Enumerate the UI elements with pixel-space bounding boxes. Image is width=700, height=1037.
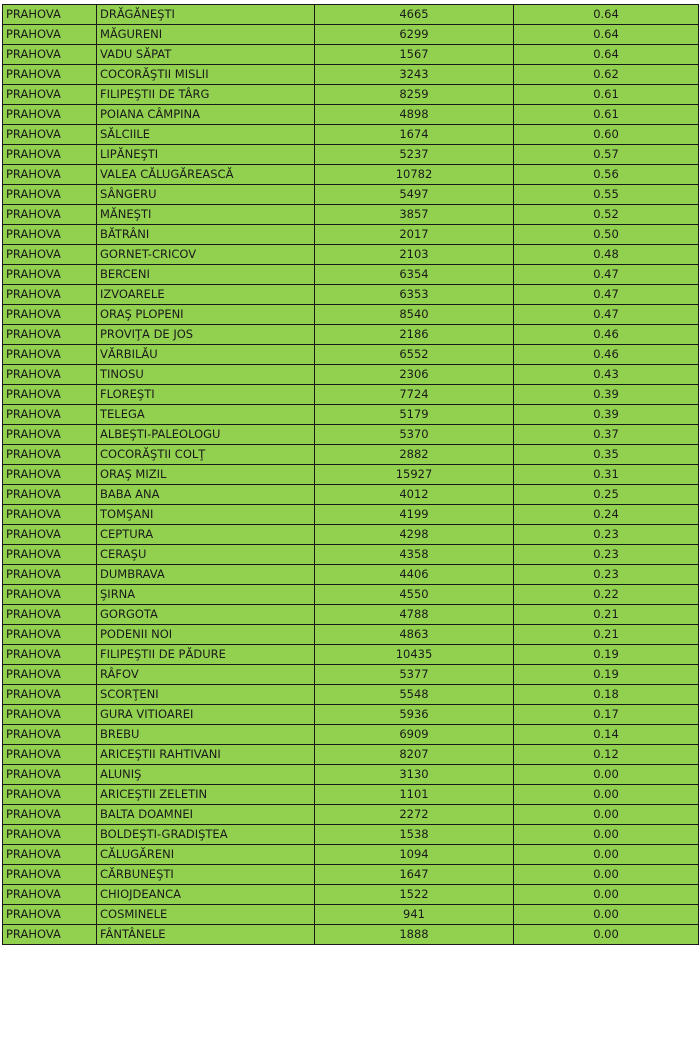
county-cell[interactable]: PRAHOVA [3, 165, 97, 185]
county-cell[interactable]: PRAHOVA [3, 365, 97, 385]
locality-cell[interactable]: DRĂGĂNEŞTI [97, 5, 315, 25]
table-row [3, 5, 699, 25]
table-row [3, 465, 699, 485]
table-row [3, 505, 699, 525]
population-cell[interactable]: 1538 [315, 825, 514, 845]
ratio-cell[interactable]: 0.19 [514, 645, 699, 665]
population-cell[interactable]: 1522 [315, 885, 514, 905]
population-cell[interactable]: 5936 [315, 705, 514, 725]
population-cell[interactable]: 941 [315, 905, 514, 925]
table-row [3, 245, 699, 265]
population-cell[interactable]: 4358 [315, 545, 514, 565]
table-row [3, 525, 699, 545]
locality-cell[interactable]: CHIOJDEANCA [97, 885, 315, 905]
ratio-cell[interactable]: 0.21 [514, 625, 699, 645]
ratio-cell[interactable]: 0.43 [514, 365, 699, 385]
ratio-cell[interactable]: 0.39 [514, 385, 699, 405]
table-row [3, 785, 699, 805]
table-row [3, 605, 699, 625]
locality-cell[interactable]: ORAŞ PLOPENI [97, 305, 315, 325]
population-cell[interactable]: 2306 [315, 365, 514, 385]
table-row [3, 305, 699, 325]
ratio-cell[interactable]: 0.00 [514, 885, 699, 905]
county-cell[interactable]: PRAHOVA [3, 745, 97, 765]
population-cell[interactable]: 1567 [315, 45, 514, 65]
county-cell[interactable]: PRAHOVA [3, 225, 97, 245]
population-cell[interactable]: 2882 [315, 445, 514, 465]
county-cell[interactable]: PRAHOVA [3, 345, 97, 365]
ratio-cell[interactable]: 0.23 [514, 525, 699, 545]
county-cell[interactable]: PRAHOVA [3, 85, 97, 105]
locality-cell[interactable]: TINOSU [97, 365, 315, 385]
table-row [3, 905, 699, 925]
table-row [3, 865, 699, 885]
population-cell[interactable]: 3243 [315, 65, 514, 85]
ratio-cell[interactable]: 0.00 [514, 905, 699, 925]
population-cell[interactable]: 5377 [315, 665, 514, 685]
locality-cell[interactable]: SÂNGERU [97, 185, 315, 205]
county-cell[interactable]: PRAHOVA [3, 285, 97, 305]
ratio-cell[interactable]: 0.55 [514, 185, 699, 205]
county-cell[interactable]: PRAHOVA [3, 5, 97, 25]
locality-cell[interactable]: FILIPEŞTII DE PĂDURE [97, 645, 315, 665]
table-row [3, 765, 699, 785]
county-cell[interactable]: PRAHOVA [3, 65, 97, 85]
ratio-cell[interactable]: 0.00 [514, 865, 699, 885]
ratio-cell[interactable]: 0.19 [514, 665, 699, 685]
population-cell[interactable]: 6552 [315, 345, 514, 365]
locality-cell[interactable]: GURA VITIOAREI [97, 705, 315, 725]
population-cell[interactable]: 7724 [315, 385, 514, 405]
table-row [3, 45, 699, 65]
ratio-cell[interactable]: 0.56 [514, 165, 699, 185]
locality-cell[interactable]: MĂNEŞTI [97, 205, 315, 225]
table-row [3, 345, 699, 365]
population-cell[interactable]: 2272 [315, 805, 514, 825]
population-cell[interactable]: 4199 [315, 505, 514, 525]
ratio-cell[interactable]: 0.61 [514, 85, 699, 105]
population-cell[interactable]: 4665 [315, 5, 514, 25]
population-cell[interactable]: 3130 [315, 765, 514, 785]
population-cell[interactable]: 6353 [315, 285, 514, 305]
table-row [3, 585, 699, 605]
locality-cell[interactable]: COSMINELE [97, 905, 315, 925]
population-cell[interactable]: 5179 [315, 405, 514, 425]
ratio-cell[interactable]: 0.46 [514, 345, 699, 365]
table-row [3, 385, 699, 405]
population-cell[interactable]: 4298 [315, 525, 514, 545]
ratio-cell[interactable]: 0.57 [514, 145, 699, 165]
ratio-cell[interactable]: 0.00 [514, 825, 699, 845]
table-row [3, 625, 699, 645]
table-row [3, 705, 699, 725]
table-row [3, 745, 699, 765]
ratio-cell[interactable]: 0.21 [514, 605, 699, 625]
table-row [3, 685, 699, 705]
county-cell[interactable]: PRAHOVA [3, 925, 97, 945]
county-cell[interactable]: PRAHOVA [3, 585, 97, 605]
ratio-cell[interactable]: 0.47 [514, 285, 699, 305]
county-cell[interactable]: PRAHOVA [3, 725, 97, 745]
county-cell[interactable]: PRAHOVA [3, 425, 97, 445]
locality-cell[interactable]: VĂRBILĂU [97, 345, 315, 365]
locality-cell[interactable]: MĂGURENI [97, 25, 315, 45]
locality-cell[interactable]: PROVIŢA DE JOS [97, 325, 315, 345]
ratio-cell[interactable]: 0.23 [514, 565, 699, 585]
table-row [3, 805, 699, 825]
locality-cell[interactable]: FILIPEŞTII DE TÂRG [97, 85, 315, 105]
table-row [3, 205, 699, 225]
table-row [3, 565, 699, 585]
ratio-cell[interactable]: 0.50 [514, 225, 699, 245]
table-row [3, 425, 699, 445]
ratio-cell[interactable]: 0.39 [514, 405, 699, 425]
population-cell[interactable]: 4863 [315, 625, 514, 645]
county-cell[interactable]: PRAHOVA [3, 565, 97, 585]
county-cell[interactable]: PRAHOVA [3, 485, 97, 505]
county-cell[interactable]: PRAHOVA [3, 205, 97, 225]
population-cell[interactable]: 1647 [315, 865, 514, 885]
locality-cell[interactable]: LIPĂNEŞTI [97, 145, 315, 165]
ratio-cell[interactable]: 0.14 [514, 725, 699, 745]
ratio-cell[interactable]: 0.17 [514, 705, 699, 725]
county-cell[interactable]: PRAHOVA [3, 765, 97, 785]
county-cell[interactable]: PRAHOVA [3, 125, 97, 145]
ratio-cell[interactable]: 0.31 [514, 465, 699, 485]
county-cell[interactable]: PRAHOVA [3, 245, 97, 265]
county-cell[interactable]: PRAHOVA [3, 185, 97, 205]
population-cell[interactable]: 15927 [315, 465, 514, 485]
county-cell[interactable]: PRAHOVA [3, 685, 97, 705]
table-row [3, 925, 699, 945]
ratio-cell[interactable]: 0.52 [514, 205, 699, 225]
county-cell[interactable]: PRAHOVA [3, 145, 97, 165]
ratio-cell[interactable]: 0.00 [514, 785, 699, 805]
population-cell[interactable]: 1094 [315, 845, 514, 865]
county-cell[interactable]: PRAHOVA [3, 45, 97, 65]
ratio-cell[interactable]: 0.00 [514, 765, 699, 785]
county-cell[interactable]: PRAHOVA [3, 805, 97, 825]
table-row [3, 485, 699, 505]
ratio-cell[interactable]: 0.64 [514, 25, 699, 45]
population-cell[interactable]: 4898 [315, 105, 514, 125]
locality-cell[interactable]: CEPTURA [97, 525, 315, 545]
table-row [3, 125, 699, 145]
population-cell[interactable]: 5497 [315, 185, 514, 205]
ratio-cell[interactable]: 0.62 [514, 65, 699, 85]
locality-cell[interactable]: VADU SĂPAT [97, 45, 315, 65]
county-cell[interactable]: PRAHOVA [3, 405, 97, 425]
locality-cell[interactable]: TOMŞANI [97, 505, 315, 525]
ratio-cell[interactable]: 0.25 [514, 485, 699, 505]
ratio-cell[interactable]: 0.64 [514, 45, 699, 65]
population-cell[interactable]: 1888 [315, 925, 514, 945]
county-cell[interactable]: PRAHOVA [3, 885, 97, 905]
population-cell[interactable]: 2186 [315, 325, 514, 345]
locality-cell[interactable]: BALTA DOAMNEI [97, 805, 315, 825]
locality-cell[interactable]: RÂFOV [97, 665, 315, 685]
table-row [3, 105, 699, 125]
table-row [3, 365, 699, 385]
county-cell[interactable]: PRAHOVA [3, 525, 97, 545]
locality-cell[interactable]: BOLDEŞTI-GRADIŞTEA [97, 825, 315, 845]
ratio-cell[interactable]: 0.46 [514, 325, 699, 345]
population-cell[interactable]: 1101 [315, 785, 514, 805]
ratio-cell[interactable]: 0.47 [514, 305, 699, 325]
table-row [3, 265, 699, 285]
locality-cell[interactable]: COCORĂŞTII MISLII [97, 65, 315, 85]
population-cell[interactable]: 6909 [315, 725, 514, 745]
table-row [3, 405, 699, 425]
locality-cell[interactable]: ALUNIŞ [97, 765, 315, 785]
locality-cell[interactable]: CĂLUGĂRENI [97, 845, 315, 865]
locality-cell[interactable]: ARICEŞTII ZELETIN [97, 785, 315, 805]
table-row [3, 285, 699, 305]
ratio-cell[interactable]: 0.48 [514, 245, 699, 265]
county-cell[interactable]: PRAHOVA [3, 465, 97, 485]
county-cell[interactable]: PRAHOVA [3, 325, 97, 345]
ratio-cell[interactable]: 0.64 [514, 5, 699, 25]
county-cell[interactable]: PRAHOVA [3, 645, 97, 665]
table-body [3, 5, 699, 945]
population-cell[interactable]: 6354 [315, 265, 514, 285]
ratio-cell[interactable]: 0.24 [514, 505, 699, 525]
table-row [3, 885, 699, 905]
locality-cell[interactable]: SĂLCIILE [97, 125, 315, 145]
county-cell[interactable]: PRAHOVA [3, 385, 97, 405]
county-cell[interactable]: PRAHOVA [3, 845, 97, 865]
ratio-cell[interactable]: 0.47 [514, 265, 699, 285]
ratio-cell[interactable]: 0.35 [514, 445, 699, 465]
population-cell[interactable]: 8540 [315, 305, 514, 325]
table-row [3, 85, 699, 105]
population-cell[interactable]: 8259 [315, 85, 514, 105]
population-cell[interactable]: 2103 [315, 245, 514, 265]
county-cell[interactable]: PRAHOVA [3, 705, 97, 725]
county-cell[interactable]: PRAHOVA [3, 665, 97, 685]
county-cell[interactable]: PRAHOVA [3, 545, 97, 565]
table-row [3, 185, 699, 205]
ratio-cell[interactable]: 0.60 [514, 125, 699, 145]
ratio-cell[interactable]: 0.37 [514, 425, 699, 445]
table-row [3, 225, 699, 245]
table-row [3, 445, 699, 465]
locality-cell[interactable]: GORGOTA [97, 605, 315, 625]
population-cell[interactable]: 4788 [315, 605, 514, 625]
table-row [3, 145, 699, 165]
population-cell[interactable]: 2017 [315, 225, 514, 245]
population-cell[interactable]: 3857 [315, 205, 514, 225]
county-cell[interactable]: PRAHOVA [3, 785, 97, 805]
ratio-cell[interactable]: 0.61 [514, 105, 699, 125]
county-cell[interactable]: PRAHOVA [3, 625, 97, 645]
ratio-cell[interactable]: 0.00 [514, 805, 699, 825]
ratio-cell[interactable]: 0.00 [514, 845, 699, 865]
population-cell[interactable]: 4406 [315, 565, 514, 585]
table-row [3, 25, 699, 45]
locality-cell[interactable]: CERAŞU [97, 545, 315, 565]
population-cell[interactable]: 10435 [315, 645, 514, 665]
table-row [3, 725, 699, 745]
ratio-cell[interactable]: 0.23 [514, 545, 699, 565]
locality-cell[interactable]: TELEGA [97, 405, 315, 425]
locality-cell[interactable]: GORNET-CRICOV [97, 245, 315, 265]
locality-cell[interactable]: CĂRBUNEŞTI [97, 865, 315, 885]
population-cell[interactable]: 4550 [315, 585, 514, 605]
population-cell[interactable]: 6299 [315, 25, 514, 45]
locality-cell[interactable]: BĂTRÂNI [97, 225, 315, 245]
table-row [3, 665, 699, 685]
population-cell[interactable]: 5370 [315, 425, 514, 445]
locality-cell[interactable]: FLOREŞTI [97, 385, 315, 405]
locality-cell[interactable]: SCORŢENI [97, 685, 315, 705]
locality-cell[interactable]: ŞIRNA [97, 585, 315, 605]
county-cell[interactable]: PRAHOVA [3, 825, 97, 845]
county-cell[interactable]: PRAHOVA [3, 25, 97, 45]
locality-cell[interactable]: BABA ANA [97, 485, 315, 505]
population-cell[interactable]: 5548 [315, 685, 514, 705]
county-cell[interactable]: PRAHOVA [3, 305, 97, 325]
locality-cell[interactable]: ARICEŞTII RAHTIVANI [97, 745, 315, 765]
county-cell[interactable]: PRAHOVA [3, 105, 97, 125]
locality-cell[interactable]: VALEA CĂLUGĂREASCĂ [97, 165, 315, 185]
locality-cell[interactable]: BERCENI [97, 265, 315, 285]
table-row [3, 545, 699, 565]
locality-cell[interactable]: ORAŞ MIZIL [97, 465, 315, 485]
locality-cell[interactable]: FÂNTÂNELE [97, 925, 315, 945]
locality-cell[interactable]: BREBU [97, 725, 315, 745]
locality-cell[interactable]: COCORĂŞTII COLŢ [97, 445, 315, 465]
population-cell[interactable]: 1674 [315, 125, 514, 145]
table-row [3, 65, 699, 85]
population-cell[interactable]: 8207 [315, 745, 514, 765]
locality-cell[interactable]: IZVOARELE [97, 285, 315, 305]
county-cell[interactable]: PRAHOVA [3, 905, 97, 925]
county-cell[interactable]: PRAHOVA [3, 605, 97, 625]
population-cell[interactable]: 10782 [315, 165, 514, 185]
ratio-cell[interactable]: 0.18 [514, 685, 699, 705]
locality-cell[interactable]: DUMBRAVA [97, 565, 315, 585]
ratio-cell[interactable]: 0.00 [514, 925, 699, 945]
county-cell[interactable]: PRAHOVA [3, 505, 97, 525]
table-row [3, 165, 699, 185]
population-cell[interactable]: 4012 [315, 485, 514, 505]
county-cell[interactable]: PRAHOVA [3, 265, 97, 285]
table-row [3, 845, 699, 865]
table-row [3, 825, 699, 845]
table-row [3, 325, 699, 345]
population-cell[interactable]: 5237 [315, 145, 514, 165]
county-cell[interactable]: PRAHOVA [3, 445, 97, 465]
locality-cell[interactable]: ALBEŞTI-PALEOLOGU [97, 425, 315, 445]
locality-cell[interactable]: POIANA CÂMPINA [97, 105, 315, 125]
locality-cell[interactable]: PODENII NOI [97, 625, 315, 645]
ratio-cell[interactable]: 0.12 [514, 745, 699, 765]
ratio-cell[interactable]: 0.22 [514, 585, 699, 605]
data-table [2, 4, 699, 945]
table-row [3, 645, 699, 665]
county-cell[interactable]: PRAHOVA [3, 865, 97, 885]
